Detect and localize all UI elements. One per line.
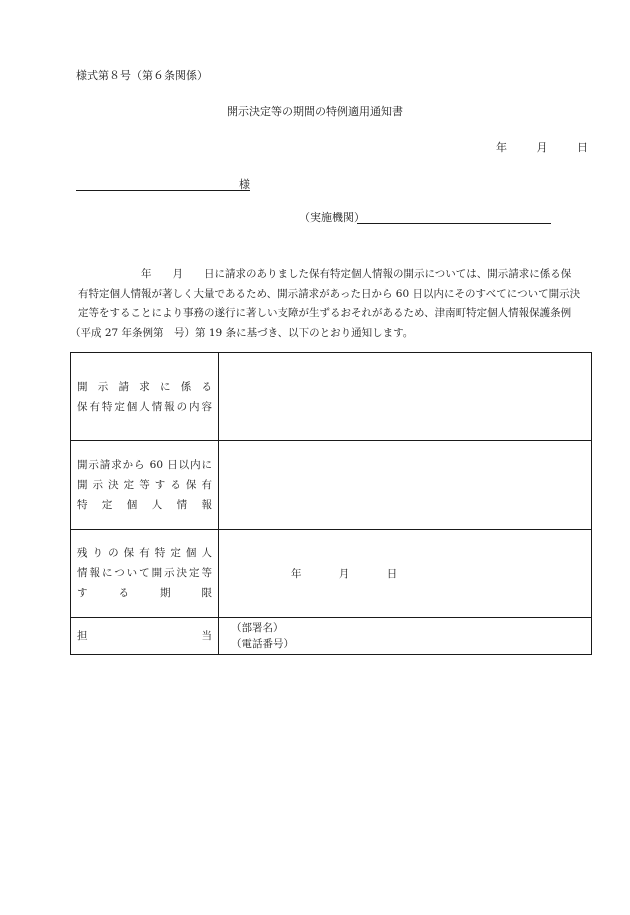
label-line: 情報について開示決定等 <box>77 567 212 580</box>
table-row <box>71 529 592 617</box>
label-line: 開示請求から 60 日以内に <box>77 458 212 471</box>
label-line: 担当 <box>77 629 212 642</box>
contact-label <box>71 617 219 654</box>
notice-body <box>70 265 590 343</box>
issue-date-month: 月 <box>536 141 548 154</box>
issue-date-year: 年 <box>496 141 507 154</box>
notice-body-line: 年 月 日に請求のありました保有特定個人情報の開示については、開示請求に係る保 <box>78 268 572 280</box>
notice-body-line: （平成 27 年条例第 号）第 19 条に基づき、以下のとおり通知します。 <box>70 326 414 339</box>
label-line: 残りの保有特定個人 <box>77 547 212 560</box>
addressee-field[interactable] <box>76 178 250 191</box>
content-label <box>71 353 219 441</box>
deadline-year-unit: 年 <box>291 567 302 580</box>
within-60-days-label <box>71 441 219 529</box>
addressee-suffix: 様 <box>239 178 250 191</box>
agency-field[interactable] <box>357 223 551 224</box>
table-row <box>71 353 592 441</box>
document-title: 開示決定等の期間の特例適用通知書 <box>227 105 403 118</box>
deadline-month-unit: 月 <box>338 567 350 580</box>
content-value-field[interactable] <box>219 353 592 441</box>
label-line: する期限 <box>77 587 212 600</box>
notice-body-line: 有特定個人情報が著しく大量であるため、開示請求があった日から 60 日以内にそのすべてについて開示決 <box>78 287 581 300</box>
label-line: 開示決定等する保有 <box>77 478 212 491</box>
label-line: 開示請求に係る <box>77 380 212 393</box>
department-label: （部署名） <box>231 621 284 634</box>
label-line: 特定個人情報 <box>77 498 212 511</box>
notice-details-table <box>70 352 592 655</box>
table-row <box>71 441 592 529</box>
remaining-deadline-label <box>71 529 219 617</box>
contact-field[interactable] <box>219 617 592 654</box>
within-60-days-value-field[interactable] <box>219 441 592 529</box>
notice-body-line: 定等をすることにより事務の遂行に著しい支障が生ずるおそれがあるため、津南町特定個人情報保護条例 <box>78 307 572 319</box>
form-number: 様式第８号（第６条関係） <box>76 69 208 82</box>
issue-date-day: 日 <box>577 141 588 154</box>
table-row <box>71 617 592 654</box>
deadline-day-unit: 日 <box>386 567 398 580</box>
label-line: 保有特定個人情報の内容 <box>77 400 212 413</box>
agency-label: （実施機関） <box>299 211 365 224</box>
issue-date <box>484 139 588 155</box>
remaining-deadline-date-field[interactable] <box>219 529 592 617</box>
phone-label: （電話番号） <box>231 637 294 650</box>
